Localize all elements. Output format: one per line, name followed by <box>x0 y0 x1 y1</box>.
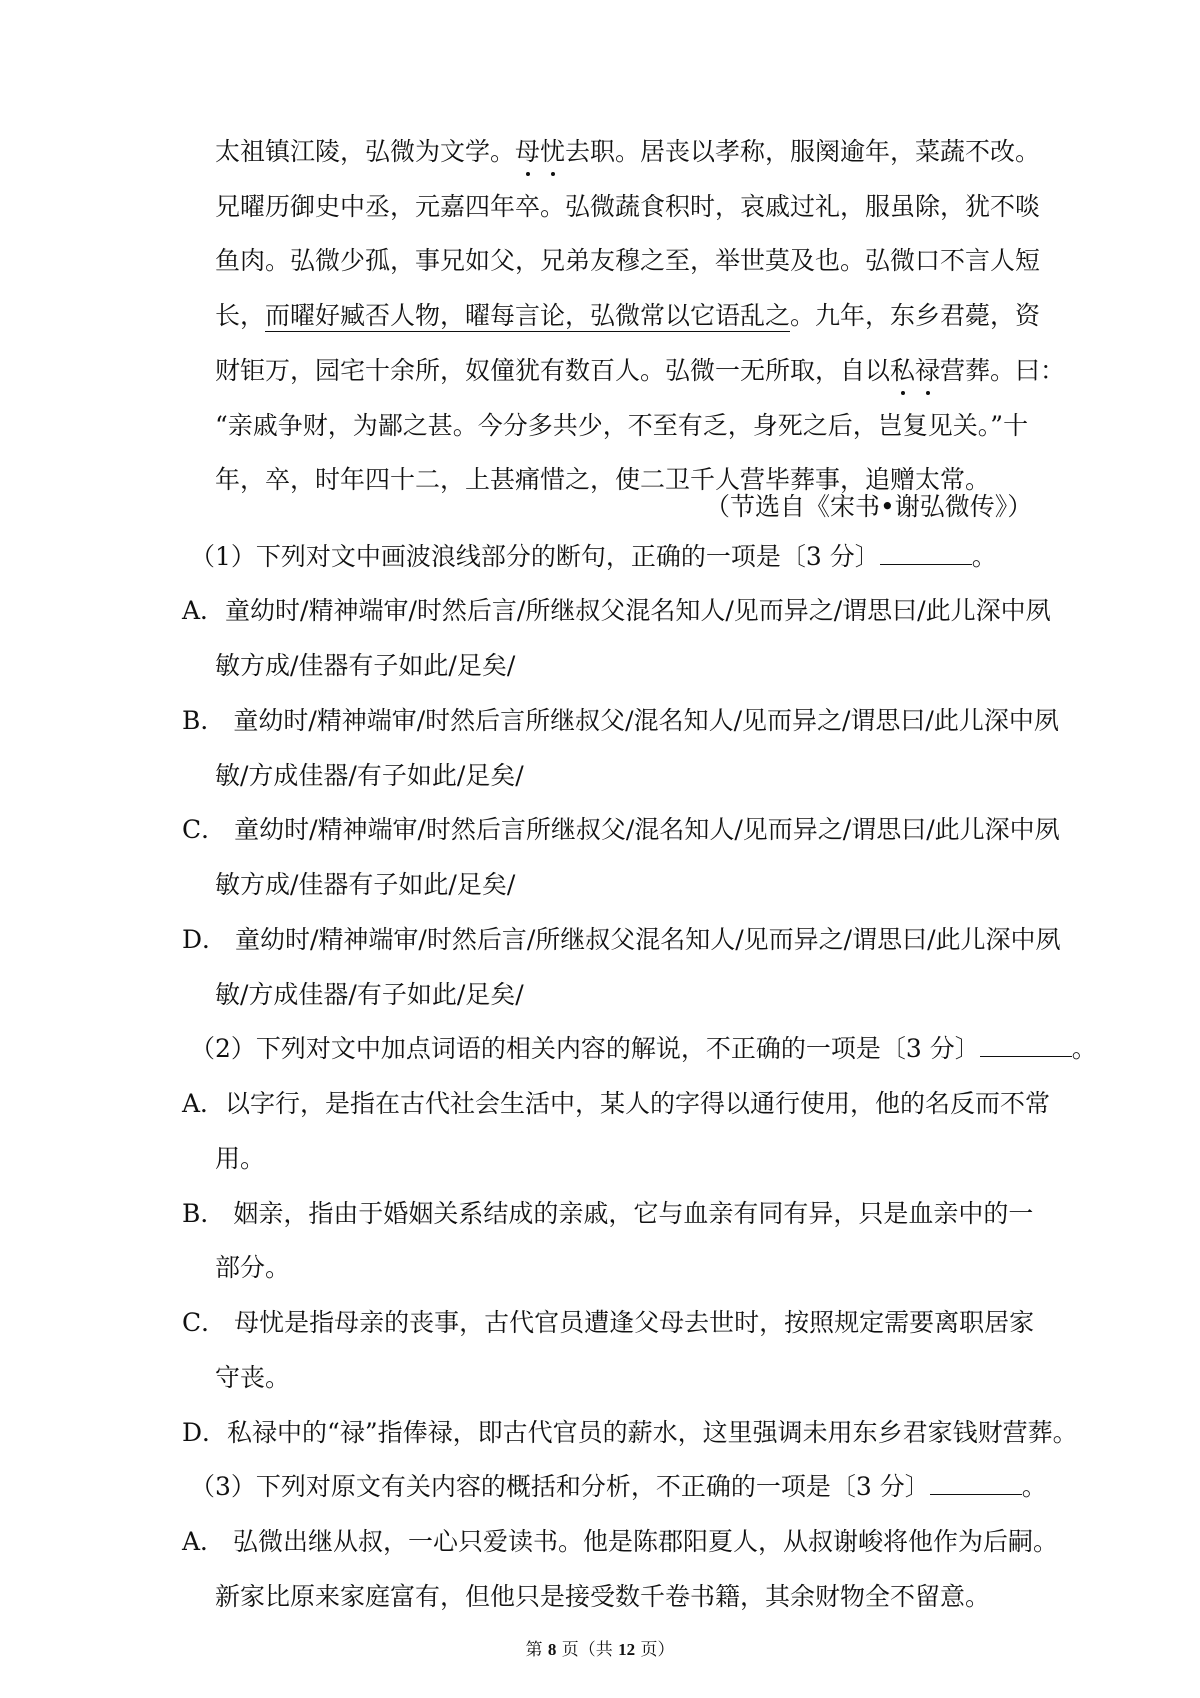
answer-blank[interactable] <box>980 1034 1072 1057</box>
q1-option-c: C． 童幼时/精神端审/时然后言所继叔父/混名知人/见而异之/谓思曰/此儿深中夙 <box>182 815 1060 844</box>
question-text: （3）下列对原文有关内容的概括和分析，不正确的一项是〔3 分〕 <box>190 1472 930 1501</box>
page-footer <box>0 1640 1200 1660</box>
question-end: 。 <box>1021 1472 1047 1501</box>
passage-line-4 <box>215 301 1040 331</box>
q2-option-c-cont: 守丧。 <box>215 1363 291 1392</box>
question-2-stem <box>190 1034 1097 1064</box>
passage-text: 。九年，东乡君薨，资 <box>790 301 1041 330</box>
q1-option-a: A．童幼时/精神端审/时然后言/所继叔父混名知人/见而异之/谓思曰/此儿深中夙 <box>182 596 1051 625</box>
passage-text: 长， <box>215 301 266 330</box>
q2-option-b: B． 姻亲，指由于婚姻关系结成的亲戚，它与血亲有同有异，只是血亲中的一 <box>182 1199 1034 1228</box>
footer-text: 第 <box>525 1640 548 1660</box>
emphasis-char: 忧 <box>540 137 566 166</box>
question-1-stem <box>190 542 997 572</box>
passage-line-5 <box>215 356 1065 386</box>
passage-line-6: “亲戚争财，为鄙之甚。今分多共少，不至有乏，身死之后，岂复见关。”十 <box>215 411 1029 440</box>
passage-text: 去职。居丧以孝称，服阕逾年，菜蔬不改。 <box>565 137 1041 166</box>
answer-blank[interactable] <box>930 1472 1022 1495</box>
q2-option-a: A．以字行，是指在古代社会生活中，某人的字得以通行使用，他的名反而不常 <box>182 1089 1051 1118</box>
passage-source: （节选自《宋书•谢弘微传》） <box>705 492 1033 521</box>
q2-option-d: D．私禄中的“禄”指俸禄，即古代官员的薪水，这里强调未用东乡君家钱财营葬。 <box>182 1418 1078 1447</box>
q2-option-b-cont: 部分。 <box>215 1253 291 1282</box>
emphasis-char: 禄 <box>915 356 941 385</box>
passage-line-7: 年，卒，时年四十二，上甚痛惜之，使二卫千人营毕葬事，追赠太常。 <box>215 465 991 494</box>
question-text: （1）下列对文中画波浪线部分的断句，正确的一项是〔3 分〕 <box>190 542 880 571</box>
passage-text: 太祖镇江陵，弘微为文学。 <box>215 137 516 166</box>
q3-option-a: A． 弘微出继从叔，一心只爱读书。他是陈郡阳夏人，从叔谢峻将他作为后嗣。 <box>182 1527 1059 1556</box>
q2-option-a-cont: 用。 <box>215 1144 266 1173</box>
q1-option-b-cont: 敏/方成佳器/有子如此/足矣/ <box>215 761 524 790</box>
emphasis-char: 私 <box>890 356 916 385</box>
question-text: （2）下列对文中加点词语的相关内容的解说，不正确的一项是〔3 分〕 <box>190 1034 980 1063</box>
page-number: 8 <box>547 1640 557 1659</box>
q1-option-d-cont: 敏/方成佳器/有子如此/足矣/ <box>215 980 524 1009</box>
footer-text: 页（共 <box>556 1640 619 1660</box>
passage-text: 营葬。曰： <box>940 356 1066 385</box>
q1-option-d: D． 童幼时/精神端审/时然后言/所继叔父混名知人/见而异之/谓思曰/此儿深中夙 <box>182 925 1061 954</box>
question-3-stem <box>190 1472 1047 1502</box>
q3-option-a-cont: 新家比原来家庭富有，但他只是接受数千卷书籍，其余财物全不留意。 <box>215 1582 991 1611</box>
emphasis-char: 母 <box>515 137 541 166</box>
question-end: 。 <box>971 542 997 571</box>
q1-option-a-cont: 敏方成/佳器有子如此/足矣/ <box>215 651 516 680</box>
passage-line-2: 兄曜历御史中丞，元嘉四年卒。弘微蔬食积时，哀戚过礼，服虽除，犹不啖 <box>215 192 1041 221</box>
passage-line-3: 鱼肉。弘微少孤，事兄如父，兄弟友穆之至，举世莫及也。弘微口不言人短 <box>215 246 1041 275</box>
answer-blank[interactable] <box>880 542 972 565</box>
passage-text: 财钜万，园宅十余所，奴僮犹有数百人。弘微一无所取，自以 <box>215 356 891 385</box>
passage-line-1 <box>215 137 1040 167</box>
page-total: 12 <box>618 1640 636 1659</box>
question-end: 。 <box>1071 1034 1097 1063</box>
q1-option-c-cont: 敏方成/佳器有子如此/足矣/ <box>215 870 516 899</box>
q1-option-b: B． 童幼时/精神端审/时然后言所继叔父/混名知人/见而异之/谓思曰/此儿深中夙 <box>182 706 1059 735</box>
q2-option-c: C． 母忧是指母亲的丧事，古代官员遭逢父母去世时，按照规定需要离职居家 <box>182 1308 1035 1337</box>
underlined-passage: 而曜好臧否人物，曜每言论，弘微常以它语乱之 <box>265 301 791 330</box>
footer-text: 页） <box>635 1640 675 1660</box>
